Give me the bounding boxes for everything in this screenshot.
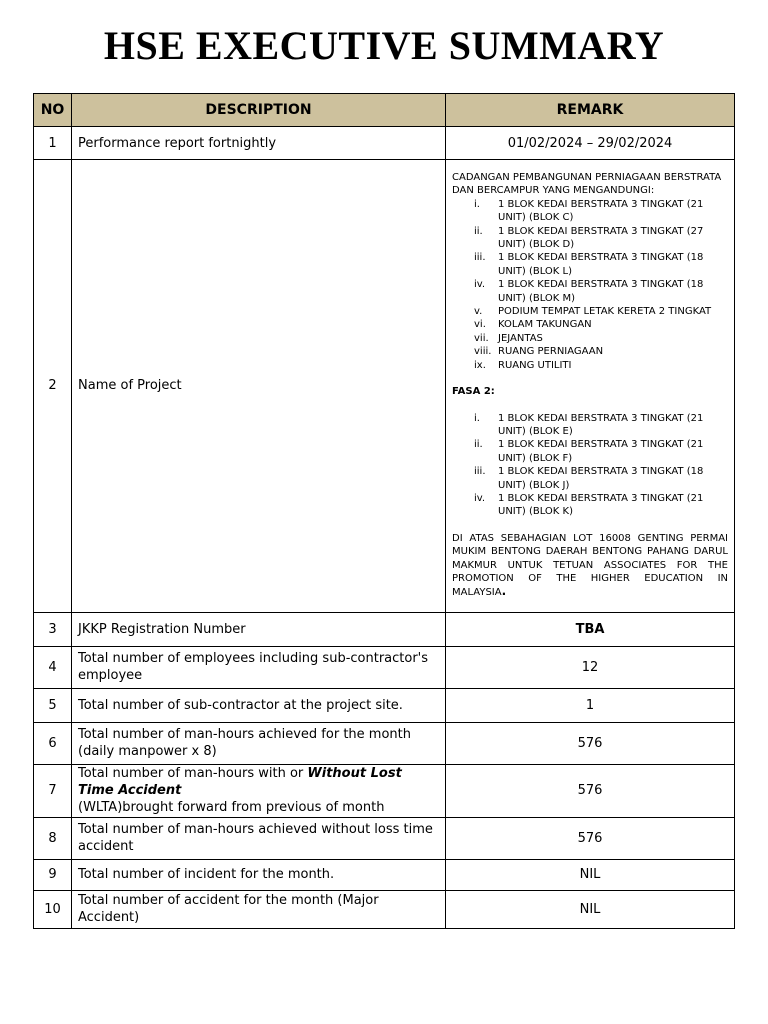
list-item-text: RUANG UTILITI (498, 359, 572, 371)
row-number: 8 (34, 817, 72, 859)
table-row (34, 764, 735, 817)
row-remark: TBA (446, 612, 735, 646)
list-item-text: RUANG PERNIAGAAN (498, 346, 604, 358)
list-item (452, 251, 728, 278)
row-number: 6 (34, 722, 72, 764)
row-description: Total number of employees including sub-contractor's employee (72, 646, 446, 688)
project-location-text: DI ATAS SEBAHAGIAN LOT 16008 GENTING PERMAI MUKIM BENTONG DAERAH BENTONG PAHANG DARUL MAKMUR UNTUK TETUAN ASSOCIATES FOR THE PROMOTION OF THE HIGHER EDUCATION IN MALAYSIA (452, 532, 728, 599)
document-title: HSE EXECUTIVE SUMMARY (103, 23, 665, 68)
phase-items-list (452, 412, 728, 519)
list-item-text: 1 BLOK KEDAI BERSTRATA 3 TINGKAT (21 UNIT) (BLOK E) (498, 412, 704, 437)
row-remark: NIL (446, 890, 735, 928)
table-row (34, 722, 735, 764)
list-item-text: KOLAM TAKUNGAN (498, 319, 592, 331)
row-description-emphasis: Without Lost Time Accident (78, 766, 402, 799)
list-item-number: i. (474, 198, 480, 210)
list-item-number: ix. (474, 359, 486, 371)
table-row (34, 859, 735, 890)
list-item-number: ii. (474, 225, 483, 237)
table-row (34, 160, 735, 613)
row-description: Name of Project (72, 160, 446, 613)
row-number: 10 (34, 890, 72, 928)
list-item-number: i. (474, 412, 480, 424)
list-item (452, 198, 728, 225)
row-remark: 576 (446, 722, 735, 764)
row-remark: 01/02/2024 – 29/02/2024 (446, 127, 735, 160)
row-remark: 1 (446, 688, 735, 722)
list-item-text: JEJANTAS (498, 332, 543, 344)
row-remark: 12 (446, 646, 735, 688)
header-no: NO (34, 94, 72, 127)
row-description-text: (WLTA)brought forward from previous of month (78, 800, 385, 816)
list-item (452, 318, 728, 331)
list-item-text: 1 BLOK KEDAI BERSTRATA 3 TINGKAT (18 UNIT) (BLOK M) (498, 279, 704, 304)
list-item (452, 438, 728, 465)
table-row (34, 890, 735, 928)
project-items-list (452, 198, 728, 372)
row-description (72, 722, 446, 764)
table-row (34, 817, 735, 859)
row-number: 5 (34, 688, 72, 722)
list-item (452, 225, 728, 252)
list-item-text: 1 BLOK KEDAI BERSTRATA 3 TINGKAT (18 UNIT) (BLOK L) (498, 252, 704, 277)
list-item-number: viii. (474, 346, 492, 358)
row-description (72, 764, 446, 817)
summary-table (33, 93, 735, 929)
header-description: DESCRIPTION (72, 94, 446, 127)
row-description: Total number of incident for the month. (72, 859, 446, 890)
project-intro: CADANGAN PEMBANGUNAN PERNIAGAAN BERSTRATA DAN BERCAMPUR YANG MENGANDUNGI: (452, 172, 722, 197)
list-item-number: iii. (474, 466, 486, 478)
list-item-text: PODIUM TEMPAT LETAK KERETA 2 TINGKAT (498, 306, 712, 318)
row-description: JKKP Registration Number (72, 612, 446, 646)
list-item-number: iv. (474, 279, 486, 291)
table-row (34, 688, 735, 722)
header-remark: REMARK (446, 94, 735, 127)
list-item-text: 1 BLOK KEDAI BERSTRATA 3 TINGKAT (21 UNIT) (BLOK K) (498, 492, 704, 518)
row-description-line-2: (daily manpower x 8) (78, 744, 217, 760)
list-item-number: iv. (474, 492, 486, 504)
row-description: Total number of man-hours achieved without loss time accident (72, 817, 446, 859)
table-row (34, 127, 735, 160)
list-item-number: vi. (474, 319, 486, 331)
list-item-number: vii. (474, 332, 489, 344)
list-item (452, 492, 728, 519)
row-description: Performance report fortnightly (72, 127, 446, 160)
row-number: 7 (34, 764, 72, 817)
row-description-line-1: Total number of man-hours achieved for the month (78, 727, 411, 743)
row-number: 9 (34, 859, 72, 890)
project-details (446, 160, 735, 613)
list-item-number: v. (474, 306, 483, 318)
phase-label: FASA 2: (452, 386, 495, 398)
list-item-text: 1 BLOK KEDAI BERSTRATA 3 TINGKAT (21 UNIT) (BLOK F) (498, 439, 704, 464)
list-item (452, 465, 728, 492)
list-item (452, 412, 728, 439)
row-description-text: Total number of man-hours with or (78, 766, 308, 782)
row-number: 3 (34, 612, 72, 646)
list-item-text: 1 BLOK KEDAI BERSTRATA 3 TINGKAT (18 UNIT) (BLOK J) (498, 466, 704, 491)
list-item-number: ii. (474, 439, 483, 451)
list-item (452, 359, 728, 372)
list-item (452, 278, 728, 305)
row-number: 2 (34, 160, 72, 613)
row-remark: 576 (446, 817, 735, 859)
list-item-text: 1 BLOK KEDAI BERSTRATA 3 TINGKAT (27 UNIT) (BLOK D) (498, 225, 704, 251)
row-description: Total number of sub-contractor at the project site. (72, 688, 446, 722)
project-location-end: . (501, 584, 507, 599)
row-remark: NIL (446, 859, 735, 890)
table-row (34, 612, 735, 646)
list-item-number: iii. (474, 252, 486, 264)
list-item (452, 345, 728, 358)
row-description: Total number of accident for the month (Major Accident) (72, 890, 446, 928)
table-header-row (34, 94, 735, 127)
row-remark: 576 (446, 764, 735, 817)
table-row (34, 646, 735, 688)
list-item (452, 305, 728, 318)
list-item (452, 332, 728, 345)
project-location (452, 532, 728, 600)
row-number: 1 (34, 127, 72, 160)
row-number: 4 (34, 646, 72, 688)
list-item-text: 1 BLOK KEDAI BERSTRATA 3 TINGKAT (21 UNIT) (BLOK C) (498, 198, 704, 224)
